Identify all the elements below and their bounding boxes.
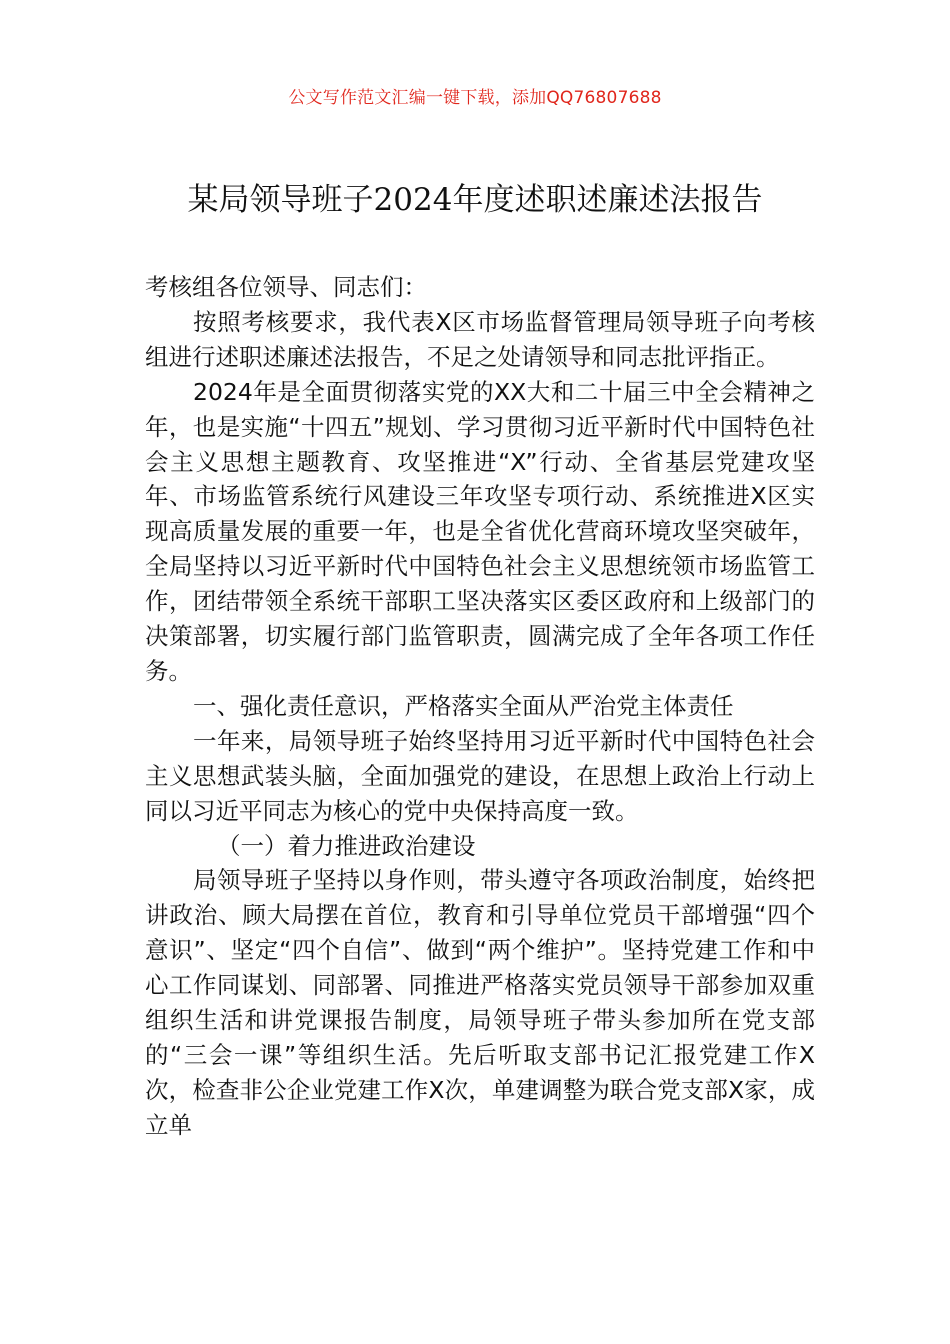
document-body: [145, 270, 815, 1143]
salutation: 考核组各位领导、同志们：: [145, 273, 427, 301]
context-paragraph: 2024年是全面贯彻落实党的XX大和二十届三中全会精神之年，也是实施“十四五”规划、学习贯彻习近平新时代中国特色社会主义思想主题教育、攻坚推进“X”行动、全省基层党建攻坚年、市场监管系统行风建设三年攻坚专项行动、系统推进X区实现高质量发展的重要一年，也是全省优化营商环境攻坚突破年，全局坚持以习近平新时代中国特色社会主义思想统领市场监管工作，团结带领全系统干部职工坚决落实区委区政府和上级部门的决策部署，切实履行部门监管职责，圆满完成了全年各项工作任务。: [145, 377, 815, 685]
download-notice: 公文写作范文汇编一键下载，添加QQ76807688: [288, 88, 662, 108]
section-heading-1: 一、强化责任意识，严格落实全面从严治党主体责任: [193, 691, 734, 720]
section-1-paragraph: 一年来，局领导班子始终坚持用习近平新时代中国特色社会主义思想武装头脑，全面加强党的建设，在思想上政治上行动上同以习近平同志为核心的党中央保持高度一致。: [145, 726, 815, 825]
subsection-heading-1: （一）着力推进政治建设: [217, 831, 476, 860]
intro-paragraph: 按照考核要求，我代表X区市场监督管理局领导班子向考核组进行述职述廉述法报告，不足之处请领导和同志批评指正。: [145, 307, 815, 371]
subsection-1-paragraph: 局领导班子坚持以身作则，带头遵守各项政治制度，始终把讲政治、顾大局摆在首位，教育和引导单位党员干部增强“四个意识”、坚定“四个自信”、做到“两个维护”。坚持党建工作和中心工作同谋划、同部署、同推进严格落实党员领导干部参加双重组织生活和讲党课报告制度，局领导班子带头参加所在党支部的“三会一课”等组织生活。先后听取支部书记汇报党建工作X次，检查非公企业党建工作X次，单建调整为联合党支部X家，成立单: [145, 866, 815, 1139]
document-title: 某局领导班子2024年度述职述廉述法报告: [187, 182, 763, 218]
